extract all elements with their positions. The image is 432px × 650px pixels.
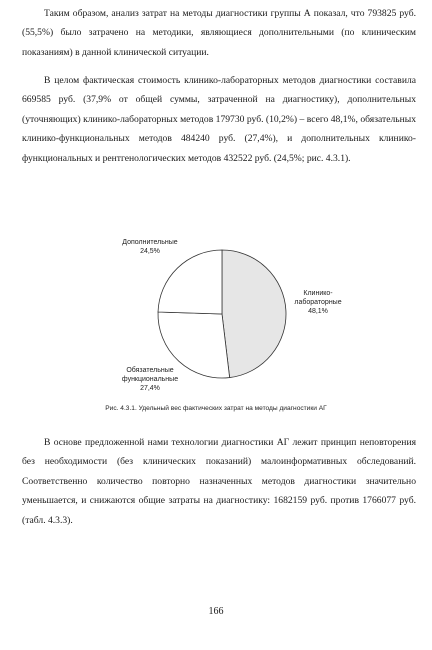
label-obyazatelnye-value: 27,4% [140,385,160,392]
paragraph-1: Таким образом, анализ затрат на методы диагностики группы А показал, что 793825 руб. (55,5%) было затрачено на методики, являющиеся дополнительными (по клиническим показаниям) в данной клинической ситуации. [22,8,416,58]
pie-chart [0,236,432,416]
paragraph-3: В основе предложенной нами технологии диагностики АГ лежит принцип неповторения без необходимости (без клинических показаний) малоинформативных обследований. Соответственно количество повторно назначенных методов диагностики значительно уменьшается, и снижаются общие затраты на диагностику: 1682159 руб. против 1766077 руб. (табл. 4.3.3). [22,437,416,526]
pie-slice-dopolnitelnye [158,250,222,314]
label-kliniko-laboratornye [278,289,358,316]
label-obyazatelnye-line1: Обязательные [126,367,174,374]
label-dopolnitelnye-value: 24,5% [140,248,160,255]
figure-caption: Рис. 4.3.1. Удельный вес фактических затрат на методы диагностики АГ [105,405,327,412]
label-kliniko-line2: лабораторные [294,299,342,306]
label-obyazatelnye-line2: функциональные [121,376,179,383]
label-dopolnitelnye [100,238,200,256]
label-dopolnitelnye-name: Дополнительные [122,239,178,246]
pie-chart-figure [0,236,432,416]
label-obyazatelnye [100,366,200,393]
label-kliniko-value: 48,1% [308,308,328,315]
label-kliniko-line1: Клинико- [303,290,333,297]
page-number: 166 [208,606,224,617]
pie-slice-kliniko-laboratornye [222,250,286,378]
paragraph-2: В целом фактическая стоимость клинико-лабораторных методов диагностики составила 669585 руб. (37,9% от общей суммы, затраченной на диагностику), дополнительных (уточняющих) клинико-лабораторных методов 179730 руб. (10,2%) – всего 48,1%, обязательных клинико-функциональных методов 484240 руб. (27,4%), и дополнительных клинико-функциональных и рентгенологических методов 432522 руб. (24,5%; рис. 4.3.1). [22,75,416,164]
